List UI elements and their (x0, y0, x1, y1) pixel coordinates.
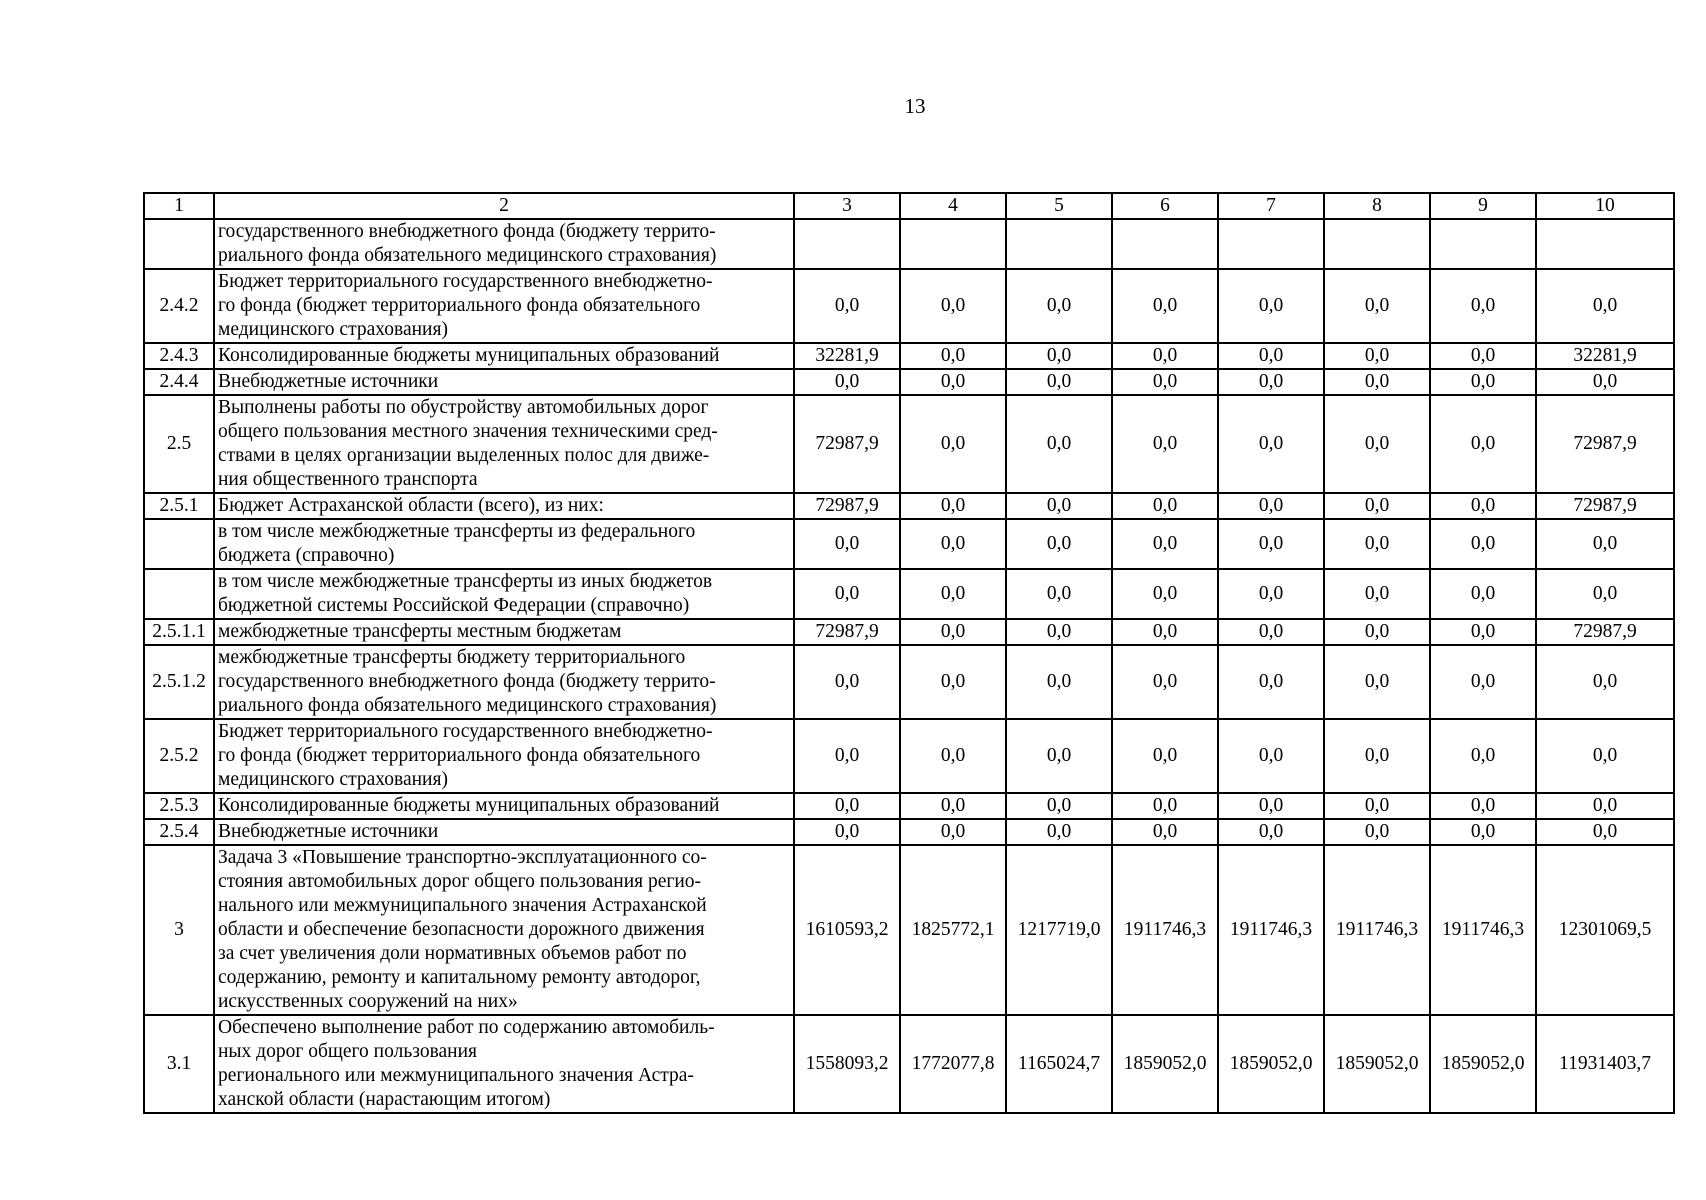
row-code (144, 569, 214, 619)
row-description (214, 1015, 794, 1113)
description-line: ных дорог общего пользования (218, 1041, 478, 1062)
row-year-value: 0,0 (1112, 619, 1218, 645)
column-header: 7 (1218, 193, 1324, 219)
row-year-value: 0,0 (1006, 493, 1112, 519)
row-year-value: 0,0 (794, 519, 900, 569)
row-year-value: 1859052,0 (1324, 1015, 1430, 1113)
row-year-value: 0,0 (1006, 819, 1112, 845)
row-total-value: 12301069,5 (1536, 845, 1674, 1015)
row-year-value: 0,0 (794, 719, 900, 793)
row-code: 2.5.4 (144, 819, 214, 845)
description-line: Внебюджетные источники (218, 371, 439, 392)
row-year-value: 0,0 (1006, 719, 1112, 793)
description-line: искусственных сооружений на них» (218, 991, 518, 1012)
row-year-value: 0,0 (900, 519, 1006, 569)
description-line: в том числе межбюджетные трансферты из иных бюджетов (218, 571, 713, 592)
description-line: межбюджетные трансферты бюджету территориального (218, 647, 686, 668)
row-year-value: 0,0 (794, 269, 900, 343)
description-line: Бюджет Астраханской области (всего), из них: (218, 495, 604, 516)
header-row (144, 193, 1674, 219)
row-total-value: 0,0 (1536, 793, 1674, 819)
row-total-value: 0,0 (1536, 819, 1674, 845)
description-line: нального или межмуниципального значения Астраханской (218, 895, 707, 916)
description-line: Внебюджетные источники (218, 821, 439, 842)
row-description (214, 369, 794, 395)
row-year-value: 0,0 (1324, 369, 1430, 395)
row-year-value: 0,0 (1324, 493, 1430, 519)
row-year-value: 0,0 (1430, 369, 1536, 395)
table-row (144, 845, 1674, 1015)
row-year-value: 0,0 (1218, 493, 1324, 519)
row-year-value: 0,0 (1430, 793, 1536, 819)
row-year-value: 0,0 (1430, 719, 1536, 793)
description-line: области и обеспечение безопасности дорожного движения (218, 919, 705, 940)
description-line: Выполнены работы по обустройству автомобильных дорог (218, 397, 709, 418)
description-line: Консолидированные бюджеты муниципальных образований (218, 795, 720, 816)
description-line: стояния автомобильных дорог общего пользования регио- (218, 871, 702, 892)
row-description (214, 219, 794, 269)
row-year-value: 1911746,3 (1112, 845, 1218, 1015)
row-year-value: 0,0 (1006, 343, 1112, 369)
column-header: 10 (1536, 193, 1674, 219)
row-year-value: 0,0 (1324, 619, 1430, 645)
row-year-value: 0,0 (900, 619, 1006, 645)
row-year-value: 32281,9 (794, 343, 900, 369)
row-year-value: 0,0 (1324, 819, 1430, 845)
description-line: го фонда (бюджет территориального фонда обязательного (218, 295, 701, 316)
row-code (144, 219, 214, 269)
row-year-value: 1859052,0 (1430, 1015, 1536, 1113)
row-year-value: 0,0 (1324, 269, 1430, 343)
row-description (214, 793, 794, 819)
row-total-value: 0,0 (1536, 719, 1674, 793)
table-row (144, 619, 1674, 645)
row-year-value: 72987,9 (794, 395, 900, 493)
row-year-value: 1772077,8 (900, 1015, 1006, 1113)
row-code: 2.5.3 (144, 793, 214, 819)
row-year-value: 0,0 (1430, 819, 1536, 845)
description-line: за счет увеличения доли нормативных объемов работ по (218, 943, 687, 964)
row-year-value: 0,0 (1430, 493, 1536, 519)
description-line: в том числе межбюджетные трансферты из федерального (218, 521, 696, 542)
table-row (144, 645, 1674, 719)
table-row (144, 819, 1674, 845)
row-year-value (1112, 219, 1218, 269)
description-line: бюджета (справочно) (218, 545, 395, 566)
table-row (144, 493, 1674, 519)
row-code: 2.5.1.1 (144, 619, 214, 645)
description-line: ствами в целях организации выделенных полос для движе- (218, 445, 710, 466)
row-year-value: 0,0 (1430, 619, 1536, 645)
column-header: 3 (794, 193, 900, 219)
row-year-value: 0,0 (1006, 519, 1112, 569)
table-row (144, 519, 1674, 569)
row-year-value: 0,0 (1112, 793, 1218, 819)
row-year-value: 0,0 (1218, 619, 1324, 645)
row-year-value (900, 219, 1006, 269)
table-row (144, 269, 1674, 343)
row-year-value: 0,0 (1218, 719, 1324, 793)
description-line: ния общественного транспорта (218, 469, 478, 490)
row-year-value: 1911746,3 (1324, 845, 1430, 1015)
row-year-value: 72987,9 (794, 493, 900, 519)
row-year-value: 0,0 (1112, 569, 1218, 619)
row-year-value: 1165024,7 (1006, 1015, 1112, 1113)
row-description (214, 845, 794, 1015)
row-year-value: 1558093,2 (794, 1015, 900, 1113)
row-year-value: 1859052,0 (1218, 1015, 1324, 1113)
row-year-value: 0,0 (900, 395, 1006, 493)
row-year-value: 0,0 (1112, 819, 1218, 845)
row-year-value: 0,0 (1218, 569, 1324, 619)
description-line: Бюджет территориального государственного внебюджетно- (218, 271, 713, 292)
description-line: риального фонда обязательного медицинского страхования) (218, 245, 717, 266)
description-line: Бюджет территориального государственного внебюджетно- (218, 721, 713, 742)
row-year-value: 1911746,3 (1218, 845, 1324, 1015)
row-code: 3 (144, 845, 214, 1015)
row-total-value (1536, 219, 1674, 269)
row-year-value: 1610593,2 (794, 845, 900, 1015)
column-header: 9 (1430, 193, 1536, 219)
row-total-value: 72987,9 (1536, 395, 1674, 493)
row-year-value: 0,0 (900, 369, 1006, 395)
row-year-value: 0,0 (1430, 343, 1536, 369)
row-year-value: 0,0 (1324, 719, 1430, 793)
row-total-value: 0,0 (1536, 269, 1674, 343)
row-year-value: 0,0 (900, 493, 1006, 519)
row-year-value: 0,0 (1112, 369, 1218, 395)
description-line: Консолидированные бюджеты муниципальных образований (218, 345, 720, 366)
row-year-value (1324, 219, 1430, 269)
row-year-value: 0,0 (1430, 569, 1536, 619)
description-line: го фонда (бюджет территориального фонда обязательного (218, 745, 701, 766)
row-code: 2.4.2 (144, 269, 214, 343)
row-code: 2.4.4 (144, 369, 214, 395)
row-year-value: 0,0 (794, 645, 900, 719)
column-header: 5 (1006, 193, 1112, 219)
row-year-value: 0,0 (1324, 519, 1430, 569)
row-year-value (794, 219, 900, 269)
row-total-value: 11931403,7 (1536, 1015, 1674, 1113)
description-line: риального фонда обязательного медицинского страхования) (218, 695, 717, 716)
description-line: бюджетной системы Российской Федерации (справочно) (218, 595, 690, 616)
column-header: 6 (1112, 193, 1218, 219)
budget-table-container (143, 192, 1675, 1114)
row-year-value: 0,0 (1430, 395, 1536, 493)
row-description (214, 645, 794, 719)
row-total-value: 72987,9 (1536, 619, 1674, 645)
row-year-value: 0,0 (794, 569, 900, 619)
row-description (214, 519, 794, 569)
row-year-value: 0,0 (1006, 645, 1112, 719)
row-description (214, 719, 794, 793)
table-row (144, 1015, 1674, 1113)
row-year-value: 0,0 (1006, 369, 1112, 395)
row-year-value: 0,0 (1430, 645, 1536, 719)
row-description (214, 493, 794, 519)
row-year-value: 0,0 (900, 645, 1006, 719)
table-row (144, 395, 1674, 493)
description-line: государственного внебюджетного фонда (бюджету террито- (218, 671, 716, 692)
description-line: регионального или межмуниципального значения Астра- (218, 1065, 694, 1086)
column-header: 2 (214, 193, 794, 219)
description-line: межбюджетные трансферты местным бюджетам (218, 621, 622, 642)
row-code (144, 519, 214, 569)
row-year-value: 0,0 (1112, 343, 1218, 369)
description-line: государственного внебюджетного фонда (бюджету террито- (218, 221, 716, 242)
row-year-value: 0,0 (1112, 645, 1218, 719)
row-total-value: 32281,9 (1536, 343, 1674, 369)
page-number: 13 (904, 94, 926, 118)
row-year-value: 0,0 (1006, 569, 1112, 619)
row-year-value: 0,0 (1324, 793, 1430, 819)
row-year-value: 0,0 (1112, 719, 1218, 793)
description-line: общего пользования местного значения техническими сред- (218, 421, 718, 442)
row-code: 2.5.1 (144, 493, 214, 519)
column-header: 8 (1324, 193, 1430, 219)
row-total-value: 0,0 (1536, 519, 1674, 569)
row-code: 2.5.1.2 (144, 645, 214, 719)
table-body (144, 193, 1674, 1113)
row-year-value: 0,0 (900, 569, 1006, 619)
description-line: содержанию, ремонту и капитальному ремонту автодорог, (218, 967, 701, 988)
row-year-value: 0,0 (1006, 793, 1112, 819)
row-year-value: 1911746,3 (1430, 845, 1536, 1015)
description-line: медицинского страхования) (218, 769, 448, 790)
row-code: 2.5 (144, 395, 214, 493)
row-year-value: 0,0 (1218, 343, 1324, 369)
table-row (144, 369, 1674, 395)
row-code: 2.5.2 (144, 719, 214, 793)
row-year-value (1006, 219, 1112, 269)
row-year-value: 0,0 (1006, 619, 1112, 645)
row-year-value: 0,0 (794, 793, 900, 819)
row-year-value: 0,0 (1324, 343, 1430, 369)
row-year-value: 0,0 (1430, 269, 1536, 343)
row-year-value: 72987,9 (794, 619, 900, 645)
row-year-value: 0,0 (1218, 519, 1324, 569)
row-year-value: 0,0 (900, 343, 1006, 369)
row-year-value: 0,0 (1324, 645, 1430, 719)
row-year-value: 0,0 (1218, 269, 1324, 343)
row-total-value: 72987,9 (1536, 493, 1674, 519)
row-total-value: 0,0 (1536, 645, 1674, 719)
row-description (214, 569, 794, 619)
row-year-value: 0,0 (1324, 569, 1430, 619)
row-year-value: 0,0 (1006, 269, 1112, 343)
column-header: 4 (900, 193, 1006, 219)
column-header: 1 (144, 193, 214, 219)
description-line: ханской области (нарастающим итогом) (218, 1089, 551, 1110)
row-year-value: 0,0 (900, 819, 1006, 845)
row-year-value: 0,0 (1218, 793, 1324, 819)
description-line: Задача 3 «Повышение транспортно-эксплуатационного со- (218, 847, 707, 868)
table-row (144, 219, 1674, 269)
row-year-value: 0,0 (1430, 519, 1536, 569)
row-total-value: 0,0 (1536, 569, 1674, 619)
row-total-value: 0,0 (1536, 369, 1674, 395)
row-year-value: 0,0 (900, 793, 1006, 819)
row-year-value: 1825772,1 (900, 845, 1006, 1015)
row-year-value: 0,0 (900, 269, 1006, 343)
row-year-value: 0,0 (1218, 395, 1324, 493)
budget-table (143, 192, 1675, 1114)
row-year-value: 0,0 (794, 369, 900, 395)
row-code: 2.4.3 (144, 343, 214, 369)
row-description (214, 395, 794, 493)
table-row (144, 793, 1674, 819)
table-row (144, 569, 1674, 619)
row-year-value: 0,0 (1112, 395, 1218, 493)
row-description (214, 619, 794, 645)
row-year-value: 0,0 (1112, 519, 1218, 569)
table-row (144, 343, 1674, 369)
row-year-value: 0,0 (1218, 645, 1324, 719)
row-year-value: 0,0 (1112, 269, 1218, 343)
row-year-value (1218, 219, 1324, 269)
row-description (214, 269, 794, 343)
description-line: Обеспечено выполнение работ по содержанию автомобиль- (218, 1017, 715, 1038)
row-description (214, 819, 794, 845)
table-row (144, 719, 1674, 793)
row-year-value: 0,0 (1324, 395, 1430, 493)
row-year-value: 0,0 (1218, 819, 1324, 845)
row-year-value: 0,0 (794, 819, 900, 845)
description-line: медицинского страхования) (218, 319, 448, 340)
row-description (214, 343, 794, 369)
row-year-value: 0,0 (1006, 395, 1112, 493)
row-year-value: 1859052,0 (1112, 1015, 1218, 1113)
row-year-value: 0,0 (900, 719, 1006, 793)
row-code: 3.1 (144, 1015, 214, 1113)
row-year-value: 1217719,0 (1006, 845, 1112, 1015)
row-year-value: 0,0 (1218, 369, 1324, 395)
row-year-value (1430, 219, 1536, 269)
row-year-value: 0,0 (1112, 493, 1218, 519)
